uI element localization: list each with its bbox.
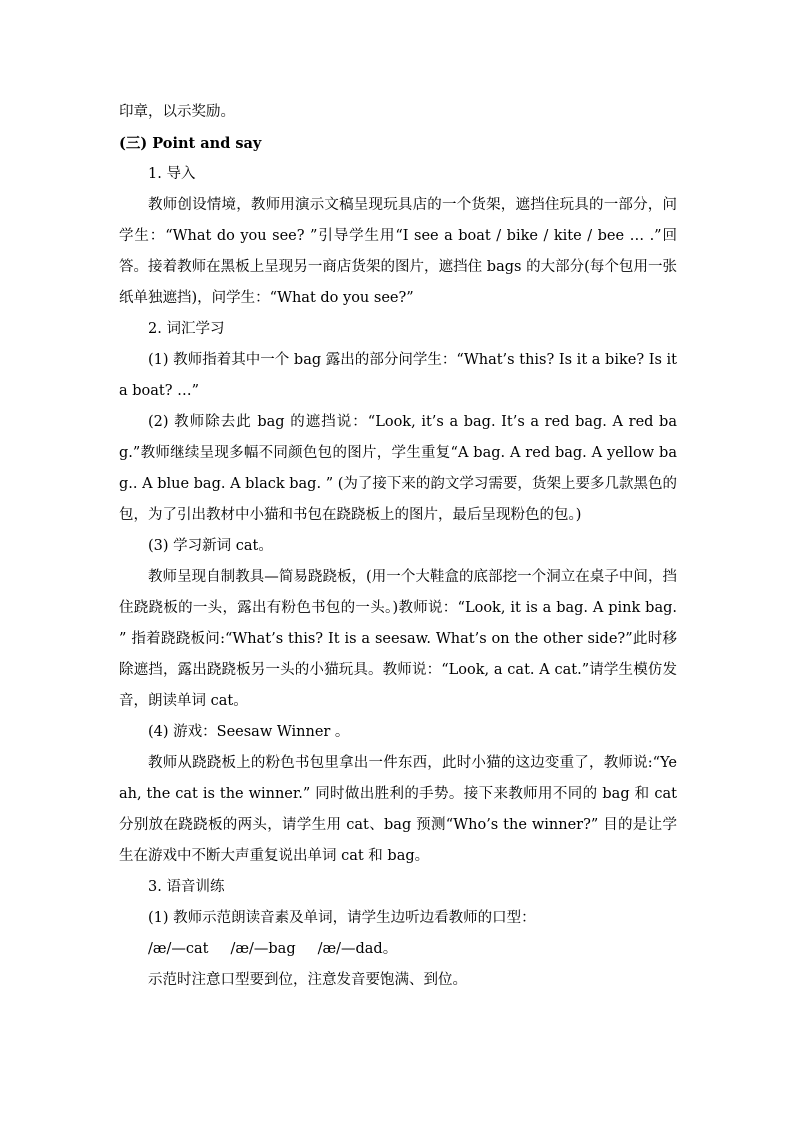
phonics-line [119, 934, 677, 965]
paragraph-phonics-1: (1) 教师示范朗读音素及单词，请学生边听边看教师的口型： [148, 910, 536, 926]
phonics-item-dad: /æ/—dad。 [317, 941, 398, 957]
paragraph-seesaw: 教师呈现自制教具—简易跷跷板，(用一个大鞋盒的底部挖一个洞立在桌子中间，挡住跷跷板的一头，露出有粉色书包的一头。)教师说：“Look, it is a bag. A pink bag. ” 指着跷跷板问:“What’s this? It is a seesaw. What’s on the other side?”此时移除遮挡，露出跷跷板另一头的小猫玩具。教师说：“Look, a cat. A cat.”请学生模仿发音，朗读单词 cat。 [119, 569, 677, 709]
subheading-intro: 1. 导入 [148, 166, 196, 182]
phonics-item-bag: /æ/—bag [230, 941, 296, 957]
document-body [119, 97, 677, 996]
paragraph-intro: 教师创设情境，教师用演示文稿呈现玩具店的一个货架，遮挡住玩具的一部分，问学生：“What do you see? ”引导学生用“I see a boat / bike / kite / bee … .”回答。接着教师在黑板上呈现另一商店货架的图片，遮挡住 bags 的大部分(每个包用一张纸单独遮挡)，问学生：“What do you see?” [119, 197, 677, 306]
phonics-item-cat: /æ/—cat [148, 941, 209, 957]
paragraph-vocab-2: (2) 教师除去此 bag 的遮挡说：“Look, it’s a bag. It’s a red bag. A red bag.”教师继续呈现多幅不同颜色包的图片，学生重复“A bag. A red bag. A yellow bag.. A blue bag. A black bag. ” (为了接下来的韵文学习需要，货架上要多几款黑色的包，为了引出教材中小猫和书包在跷跷板上的图片，最后呈现粉色的包。) [119, 414, 677, 523]
paragraph-vocab-1: (1) 教师指着其中一个 bag 露出的部分问学生：“What’s this? Is it a bike? Is it a boat? …” [119, 352, 677, 399]
paragraph-game: 教师从跷跷板上的粉色书包里拿出一件东西，此时小猫的这边变重了，教师说:“Yeah, the cat is the winner.” 同时做出胜利的手势。接下来教师用不同的 bag 和 cat 分别放在跷跷板的两头，请学生用 cat、bag 预测“Who’s the winner?” 目的是让学生在游戏中不断大声重复说出单词 cat 和 bag。 [119, 755, 677, 864]
section-heading: (三) Point and say [119, 135, 262, 152]
subheading-phonics: 3. 语音训练 [148, 879, 225, 895]
paragraph-game-title: (4) 游戏：Seesaw Winner 。 [148, 724, 350, 740]
paragraph-closing: 示范时注意口型要到位，注意发音要饱满、到位。 [148, 972, 467, 988]
subheading-vocabulary: 2. 词汇学习 [148, 321, 225, 337]
paragraph-0: 印章，以示奖励。 [119, 104, 235, 120]
paragraph-vocab-3: (3) 学习新词 cat。 [148, 538, 273, 554]
